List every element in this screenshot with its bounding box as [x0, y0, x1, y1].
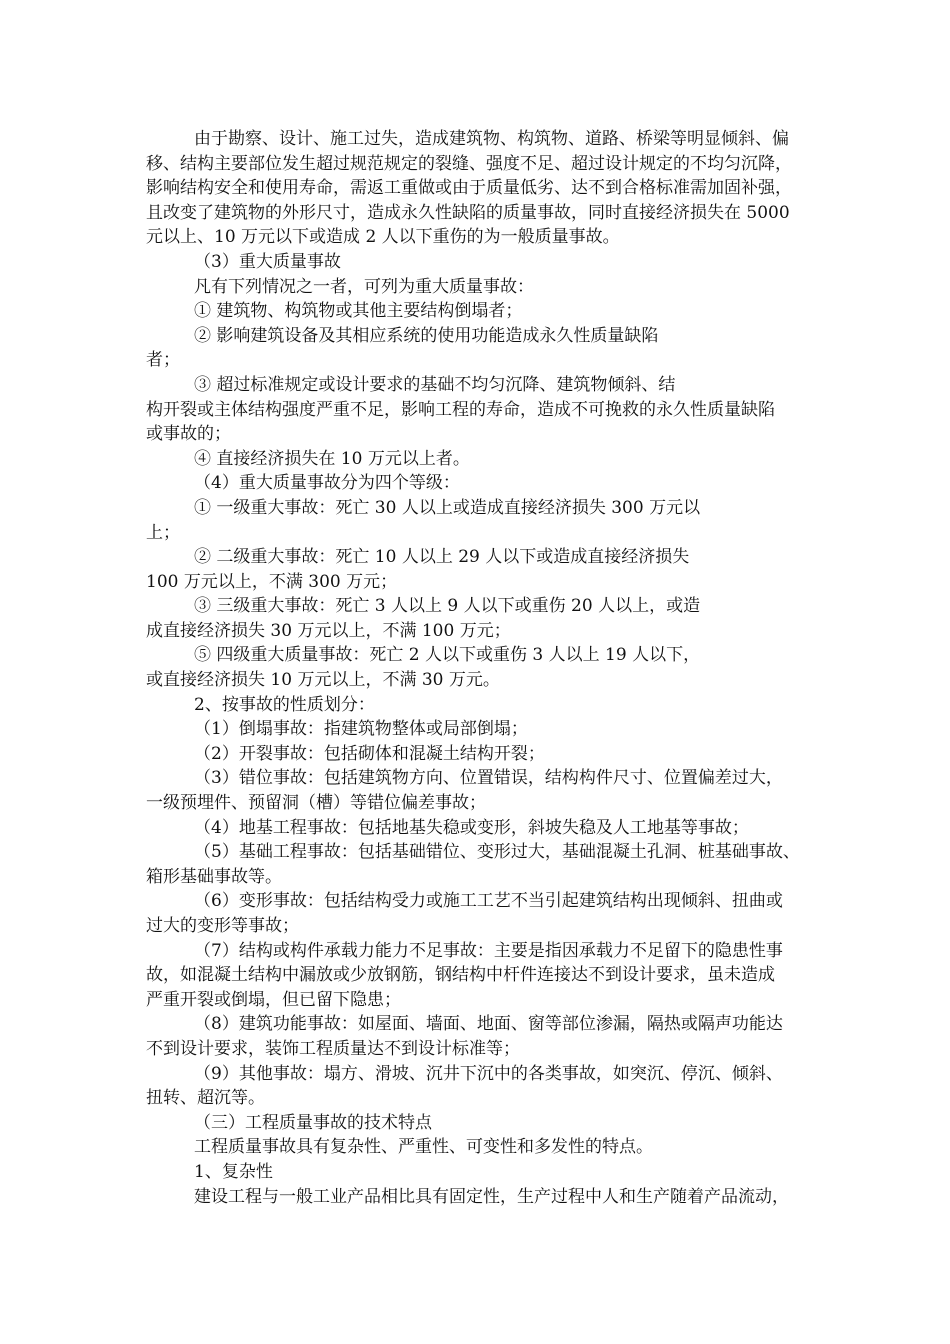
paragraph [146, 766, 866, 815]
text-line: ③ 三级重大事故：死亡 3 人以上 9 人以下或重伤 20 人以上，或造 [194, 596, 701, 617]
text-line: 100 万元以上，不满 300 万元； [146, 571, 398, 592]
text-line: ④ 直接经济损失在 10 万元以上者。 [194, 448, 470, 469]
document-body [146, 127, 866, 1209]
text-line: （1）倒塌事故：指建筑物整体或局部倒塌； [194, 719, 528, 740]
text-line: （5）基础工程事故：包括基础错位、变形过大，基础混凝土孔洞、桩基础事故、 [194, 842, 800, 863]
paragraph [146, 324, 866, 373]
text-line: （三）工程质量事故的技术特点 [194, 1112, 432, 1133]
text-line: 上； [146, 522, 180, 543]
paragraph [146, 1185, 866, 1210]
paragraph [146, 275, 866, 300]
text-line: 凡有下列情况之一者，可列为重大质量事故： [194, 276, 534, 297]
paragraph [146, 373, 866, 447]
text-line: 由于勘察、设计、施工过失，造成建筑物、构筑物、道路、桥梁等明显倾斜、偏 [194, 129, 789, 149]
text-line: ① 建筑物、构筑物或其他主要结构倒塌者； [194, 301, 523, 322]
text-line: （4）重大质量事故分为四个等级： [194, 473, 460, 494]
paragraph [146, 840, 866, 889]
text-line: 构开裂或主体结构强度严重不足，影响工程的寿命，造成不可挽救的永久性质量缺陷 [146, 399, 775, 420]
text-line: 且改变了建筑物的外形尺寸，造成永久性缺陷的质量事故，同时直接经济损失在 5000 [146, 202, 790, 223]
text-line: 成直接经济损失 30 万元以上，不满 100 万元； [146, 620, 511, 641]
text-line: 严重开裂或倒塌，但已留下隐患； [146, 989, 401, 1010]
text-line: 移、结构主要部位发生超过规范规定的裂缝、强度不足、超过设计规定的不均匀沉降， [146, 153, 792, 174]
paragraph [146, 643, 866, 692]
text-line: 扭转、超沉等。 [146, 1088, 265, 1109]
text-line: 或事故的； [146, 424, 231, 445]
paragraph [146, 693, 866, 718]
text-line: 者； [146, 350, 180, 371]
text-line: 过大的变形等事故； [146, 916, 299, 936]
text-line: ② 二级重大事故：死亡 10 人以上 29 人以下或造成直接经济损失 [194, 547, 690, 568]
paragraph [146, 1135, 866, 1160]
text-line: 故，如混凝土结构中漏放或少放钢筋，钢结构中杆件连接达不到设计要求，虽未造成 [146, 965, 775, 986]
paragraph [146, 1111, 866, 1136]
text-line: ③ 超过标准规定或设计要求的基础不均匀沉降、建筑物倾斜、结 [194, 374, 676, 395]
text-line: ① 一级重大事故：死亡 30 人以上或造成直接经济损失 300 万元以 [194, 497, 701, 518]
paragraph [146, 127, 866, 250]
text-line: ② 影响建筑设备及其相应系统的使用功能造成永久性质量缺陷 [194, 325, 659, 346]
paragraph [146, 594, 866, 643]
text-line: 1、复杂性 [194, 1161, 273, 1182]
paragraph [146, 250, 866, 275]
paragraph [146, 717, 866, 742]
text-line: 一级预埋件、预留洞（槽）等错位偏差事故； [146, 793, 486, 814]
paragraph [146, 471, 866, 496]
text-line: （2）开裂事故：包括砌体和混凝土结构开裂； [194, 743, 545, 764]
paragraph [146, 889, 866, 938]
text-line: ⑤ 四级重大质量事故：死亡 2 人以下或重伤 3 人以上 19 人以下， [194, 645, 701, 666]
text-line: 不到设计要求，装饰工程质量达不到设计标准等； [146, 1038, 520, 1059]
paragraph [146, 1160, 866, 1185]
paragraph [146, 299, 866, 324]
text-line: （6）变形事故：包括结构受力或施工工艺不当引起建筑结构出现倾斜、扭曲或 [194, 891, 783, 912]
text-line: 元以上、10 万元以下或造成 2 人以下重伤的为一般质量事故。 [146, 227, 620, 248]
text-line: （8）建筑功能事故：如屋面、墙面、地面、窗等部位渗漏，隔热或隔声功能达 [194, 1014, 783, 1035]
text-line: 或直接经济损失 10 万元以上，不满 30 万元。 [146, 670, 500, 691]
text-line: （7）结构或构件承载力能力不足事故：主要是指因承载力不足留下的隐患性事 [194, 940, 783, 961]
text-line: （9）其他事故：塌方、滑坡、沉井下沉中的各类事故，如突沉、停沉、倾斜、 [194, 1063, 783, 1084]
paragraph [146, 1062, 866, 1111]
text-line: 建设工程与一般工业产品相比具有固定性，生产过程中人和生产随着产品流动， [194, 1186, 789, 1207]
text-line: 影响结构安全和使用寿命，需返工重做或由于质量低劣、达不到合格标准需加固补强， [146, 178, 792, 199]
text-line: （3）错位事故：包括建筑物方向、位置错误，结构构件尺寸、位置偏差过大， [194, 768, 783, 789]
text-line: 箱形基础事故等。 [146, 866, 282, 887]
text-line: （3）重大质量事故 [194, 251, 341, 272]
text-line: 2、按事故的性质划分： [194, 694, 375, 715]
paragraph [146, 447, 866, 472]
paragraph [146, 1012, 866, 1061]
paragraph [146, 742, 866, 767]
text-line: （4）地基工程事故：包括地基失稳或变形，斜坡失稳及人工地基等事故； [194, 817, 749, 838]
paragraph [146, 496, 866, 545]
paragraph [146, 939, 866, 1013]
paragraph [146, 816, 866, 841]
paragraph [146, 545, 866, 594]
text-line: 工程质量事故具有复杂性、严重性、可变性和多发性的特点。 [194, 1137, 653, 1158]
